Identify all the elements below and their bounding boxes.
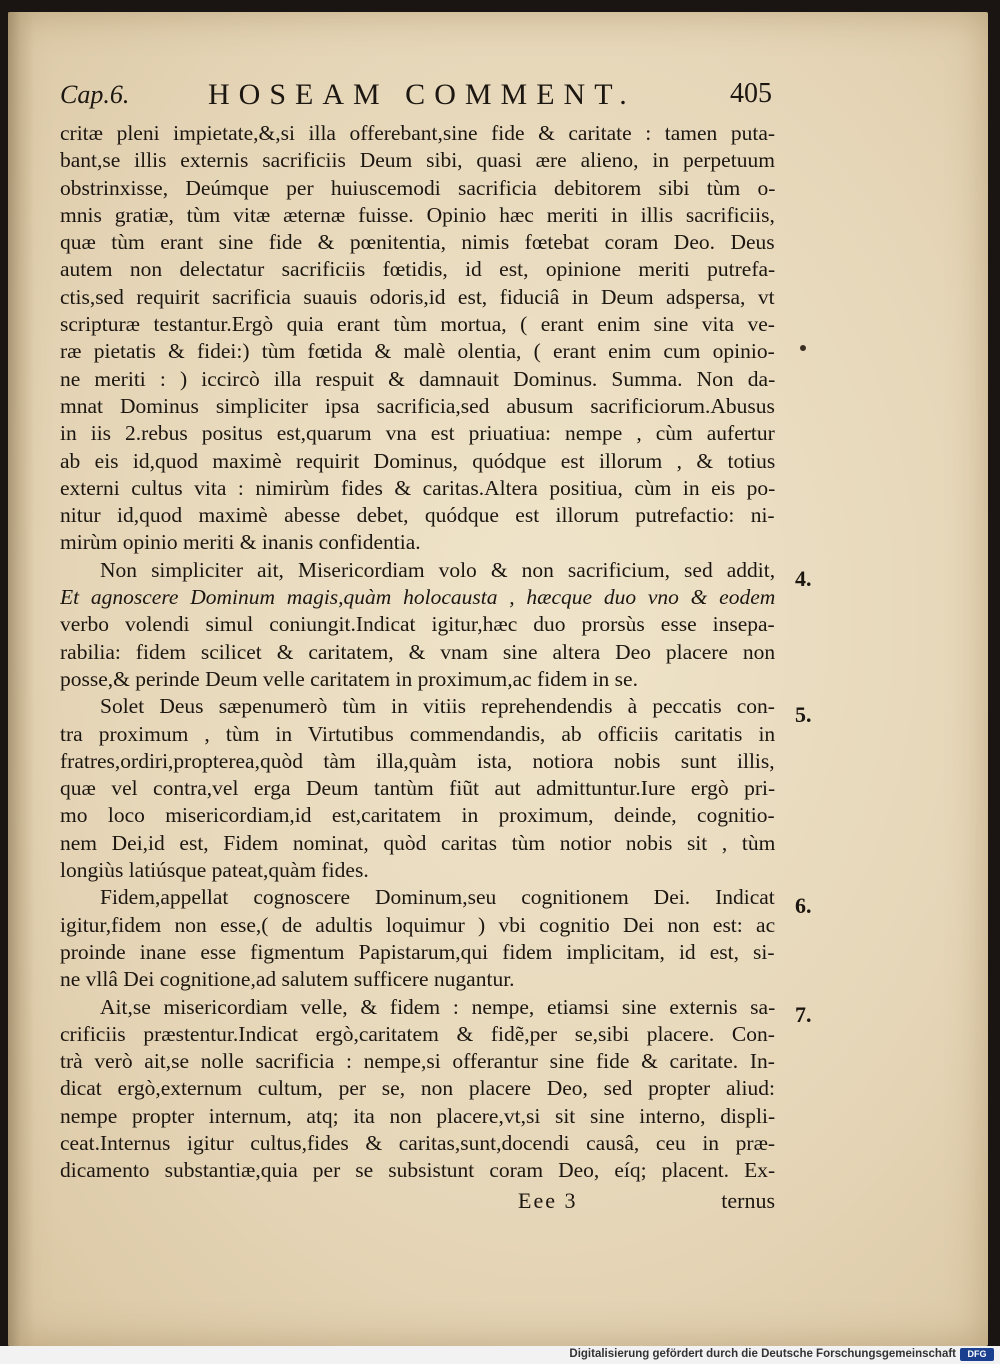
- margin-note: 4.: [795, 566, 812, 591]
- running-header: [60, 78, 780, 118]
- text-line: proinde inane esse figmentum Papistarum,qui fidem implicitam, id est, si-: [60, 939, 775, 964]
- margin-note: 7.: [795, 1002, 812, 1027]
- text-line: trà verò ait,se nolle sacrificia : nempe,si offerantur sine fide & caritate. In-: [60, 1049, 775, 1074]
- text-line: igitur,fidem non esse,( de adultis loquimur ) vbi cognitio Dei non est: ac: [60, 912, 775, 937]
- text-line: obstrinxisse, Deúmque per huiuscemodi sacrificia debitorem sibi tùm o-: [60, 175, 775, 200]
- text-line: quæ vel contra,vel erga Deum tantùm fiũt aut admittuntur.Iure ergò pri-: [60, 776, 775, 801]
- margin-note: 5.: [795, 702, 812, 727]
- ink-spot: [800, 345, 806, 351]
- text-line: Fidem,appellat cognoscere Dominum,seu cognitionem Dei. Indicat: [100, 885, 775, 910]
- page-footer: [60, 1188, 775, 1218]
- chapter-label: Cap.6.: [60, 80, 130, 109]
- text-line: nitur id,quod maximè abesse debet, quódque est illorum putrefactio: ni-: [60, 503, 775, 528]
- text-line: ab eis id,quod maximè requirit Dominus, quódque est illorum , & totius: [60, 448, 775, 473]
- dfg-logo: DFG: [960, 1348, 994, 1361]
- margin-note: 6.: [795, 893, 812, 918]
- signature-mark: Eee 3: [518, 1188, 578, 1213]
- text-line: critæ pleni impietate,&,si illa offerebant,sine fide & caritate : tamen puta-: [60, 121, 775, 145]
- text-line: bant,se illis externis sacrificiis Deum sibi, quasi ære alieno, in perpetuum: [60, 148, 775, 173]
- text-line: Et agnoscere Dominum magis,quàm holocausta , hæcque duo vno & eodem: [60, 585, 775, 610]
- text-line: mnis gratiæ, tùm vitæ æternæ fuisse. Opinio hæc meriti in illis sacrificiis,: [60, 202, 775, 227]
- text-line: autem non delectatur sacrificiis fœtidis, id est, opinione meriti putrefa-: [60, 257, 775, 282]
- text-line: in iis 2.rebus positus est,quarum vna est priuatiua: nempe , cùm aufertur: [60, 421, 775, 446]
- text-line: ceat.Internus igitur cultus,fides & caritas,sunt,docendi causâ, ceu in præ-: [60, 1130, 775, 1155]
- text-line: ne meriti : ) iccircò illa respuit & damnauit Dominus. Summa. Non da-: [60, 366, 775, 391]
- page-number: 405: [730, 78, 772, 109]
- text-line: Non simpliciter ait, Misericordiam volo & non sacrificium, sed addit,: [100, 557, 775, 582]
- text-line: quæ tùm erant sine fide & pœnitentia, nimis fœtebat coram Deo. Deus: [60, 230, 775, 255]
- text-line: verbo volendi simul coniungit.Indicat igitur,hæc duo prorsùs esse insepa-: [60, 612, 775, 637]
- text-line: ne vllâ Dei cognitione,ad salutem sufficere nugantur.: [60, 967, 515, 992]
- text-line: fratres,ordiri,propterea,quòd tàm illa,quàm ista, notiora nobis sunt illis,: [60, 748, 775, 773]
- text-line: tra proximum , tùm in Virtutibus commendandis, ab officiis caritatis in: [60, 721, 775, 746]
- text-line: posse,& perinde Deum velle caritatem in proximum,ac fidem in se.: [60, 666, 638, 691]
- text-line: nem Dei,id est, Fidem nominat, quòd caritas tùm notior nobis sit , tùm: [60, 830, 775, 855]
- text-line: rabilia: fidem scilicet & caritatem, & vnam sine altera Deo placere non: [60, 639, 775, 664]
- page-binding-shadow: [8, 12, 34, 1346]
- text-line: dicamento substantiæ,quia per se subsistunt coram Deo, eíq; placent. Ex-: [60, 1158, 775, 1183]
- text-line: mnat Dominus simpliciter ipsa sacrificia,sed abusum sacrificiorum.Abusus: [60, 393, 775, 418]
- text-line: ctis,sed requirit sacrificia suauis odoris,id est, fiduciâ in Deum adspersa, vt: [60, 284, 775, 309]
- text-line: mirùm opinio meriti & inanis confidentia.: [60, 530, 421, 555]
- text-line: Ait,se misericordiam velle, & fidem : nempe, etiamsi sine externis sa-: [100, 994, 775, 1019]
- running-title: HOSEAM COMMENT.: [208, 78, 636, 111]
- text-line: mo loco misericordiam,id est,caritatem in proximum, deinde, cognitio-: [60, 803, 775, 828]
- text-line: Solet Deus sæpenumerò tùm in vitiis reprehendendis à peccatis con-: [100, 694, 775, 719]
- text-line: nempe propter internum, atq; ita non placere,vt,si sit sine interno, displi-: [60, 1103, 775, 1128]
- body-text: [60, 120, 775, 1185]
- text-line: longiùs latiúsque pateat,quàm fides.: [60, 858, 369, 883]
- text-line: externi cultus vita : nimirùm fides & caritas.Altera positiua, cùm in eis po-: [60, 475, 775, 500]
- text-line: dicat ergò,externum cultum, per se, non placere Deo, sed propter aliud:: [60, 1076, 775, 1101]
- text-line: scripturæ testantur.Ergò quia erant tùm mortua, ( erant enim sine vita ve-: [60, 312, 775, 337]
- text-line: ræ pietatis & fidei:) tùm fœtida & malè olentia, ( erant enim cum opinio-: [60, 339, 775, 364]
- catchword: ternus: [721, 1188, 775, 1213]
- digitization-credit: Digitalisierung gefördert durch die Deutsche Forschungsgemeinschaft: [569, 1348, 956, 1360]
- text-line: crificiis præstentur.Indicat ergò,caritatem & fidẽ,per se,sibi placere. Con-: [60, 1021, 775, 1046]
